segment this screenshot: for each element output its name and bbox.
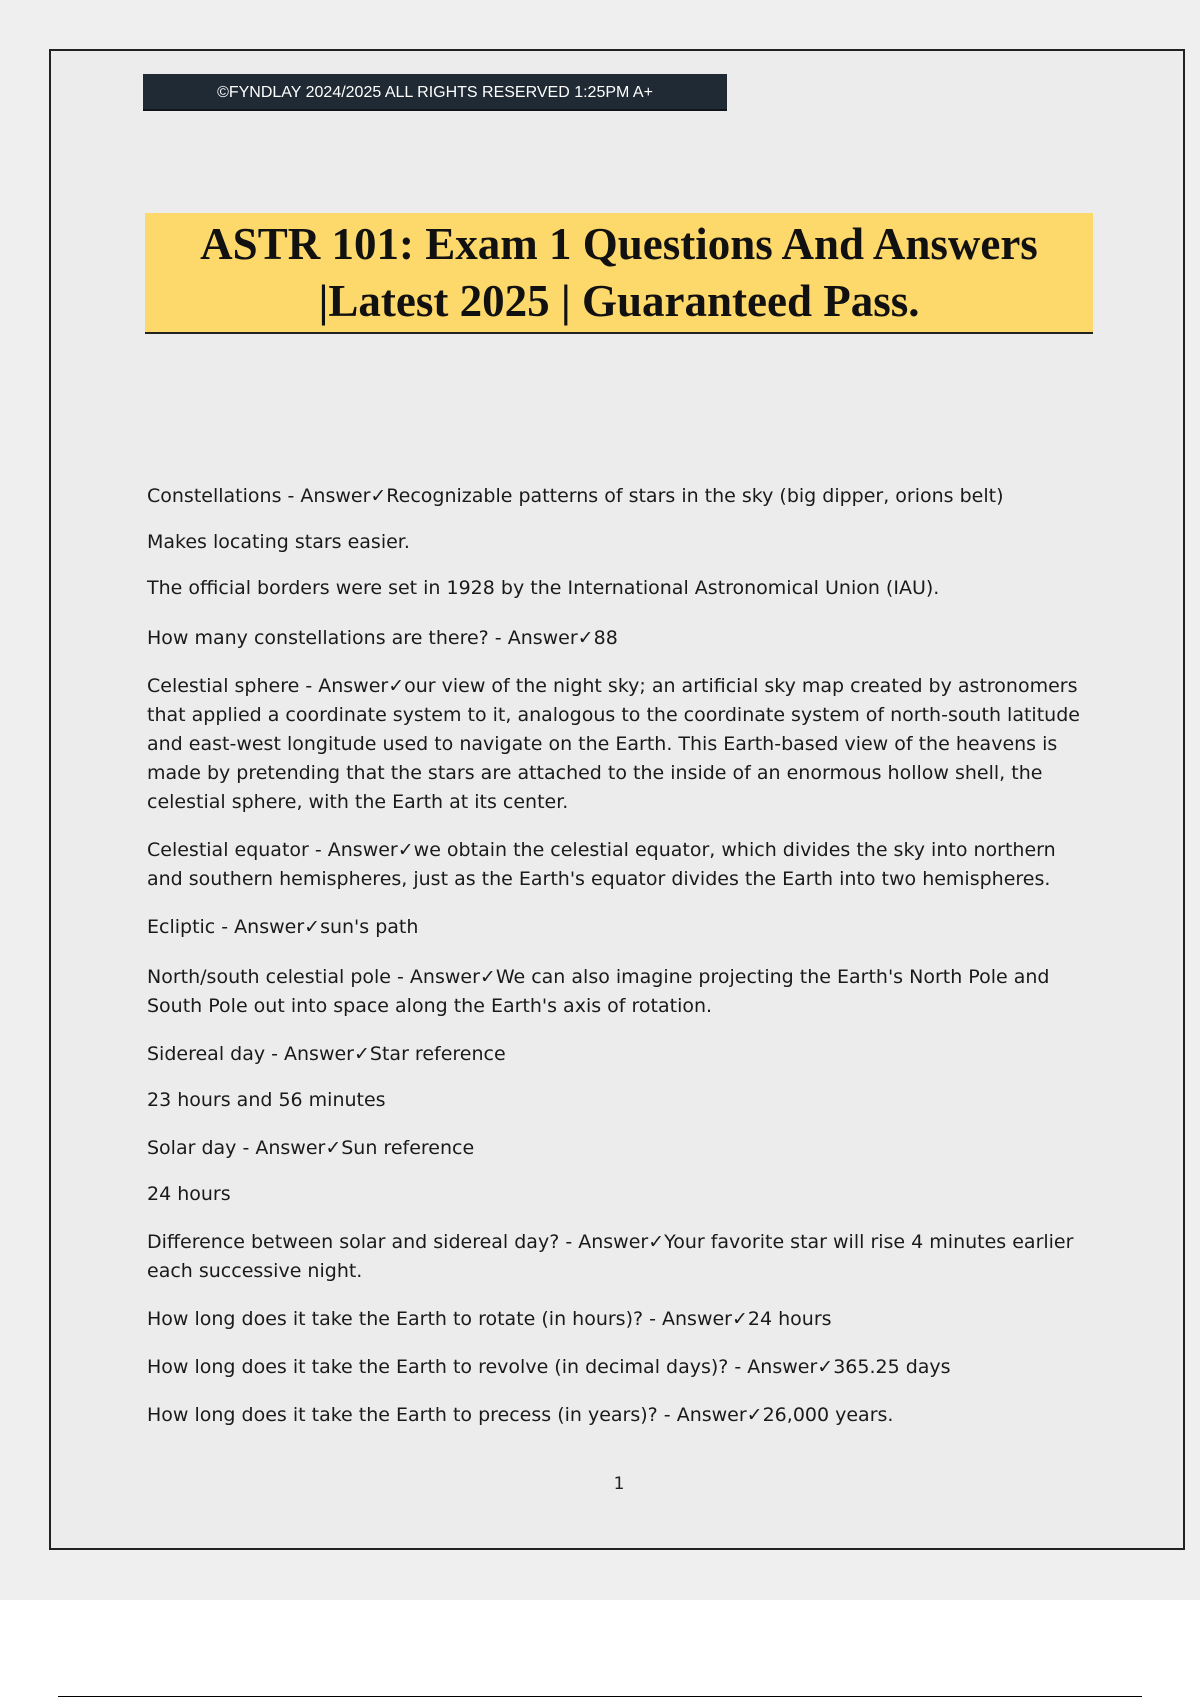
qa-entry: Makes locating stars easier. <box>147 531 410 553</box>
qa-entry: How many constellations are there? - Answer✓88 <box>147 627 618 649</box>
title-banner <box>145 213 1093 334</box>
qa-content <box>147 482 1097 1430</box>
qa-entry: Celestial equator - Answer✓we obtain the celestial equator, which divides the sky into northern and southern hemispheres, just as the Earth's equator divides the Earth into two hemispheres. <box>147 839 1056 890</box>
qa-entry: How long does it take the Earth to revolve (in decimal days)? - Answer✓365.25 days <box>147 1356 951 1378</box>
copyright-banner: ©FYNDLAY 2024/2025 ALL RIGHTS RESERVED 1:25PM A+ <box>143 74 727 111</box>
qa-entry: How long does it take the Earth to precess (in years)? - Answer✓26,000 years. <box>147 1404 894 1426</box>
qa-entry: Ecliptic - Answer✓sun's path <box>147 916 419 938</box>
qa-entry: Sidereal day - Answer✓Star reference <box>147 1043 506 1065</box>
page-number: 1 <box>613 1474 625 1494</box>
title-line-1: ASTR 101: Exam 1 Questions And Answers <box>200 218 1038 269</box>
qa-entry: Constellations - Answer✓Recognizable patterns of stars in the sky (big dipper, orions belt) <box>147 485 1004 507</box>
qa-entry: North/south celestial pole - Answer✓We can also imagine projecting the Earth's North Pole and South Pole out into space along the Earth's axis of rotation. <box>147 966 1050 1017</box>
qa-entry: 24 hours <box>147 1183 231 1205</box>
title-line-2: |Latest 2025 | Guaranteed Pass. <box>318 275 920 326</box>
qa-entry: Celestial sphere - Answer✓our view of the night sky; an artificial sky map created by astronomers that applied a coordinate system to it, analogous to the coordinate system of north-south latitude and east-west longitude used to navigate on the Earth. This Earth-based view of the heavens is made by pretending that the stars are attached to the inside of an enormous hollow shell, the celestial sphere, with the Earth at its center. <box>147 675 1080 813</box>
qa-entry: Difference between solar and sidereal day? - Answer✓Your favorite star will rise 4 minutes earlier each successive night. <box>147 1231 1074 1282</box>
qa-entry: The official borders were set in 1928 by the International Astronomical Union (IAU). <box>147 577 940 599</box>
qa-entry: 23 hours and 56 minutes <box>147 1089 386 1111</box>
qa-entry: How long does it take the Earth to rotate (in hours)? - Answer✓24 hours <box>147 1308 832 1330</box>
document-page <box>49 49 1185 1550</box>
page-divider <box>58 1696 1142 1697</box>
qa-entry: Solar day - Answer✓Sun reference <box>147 1137 475 1159</box>
